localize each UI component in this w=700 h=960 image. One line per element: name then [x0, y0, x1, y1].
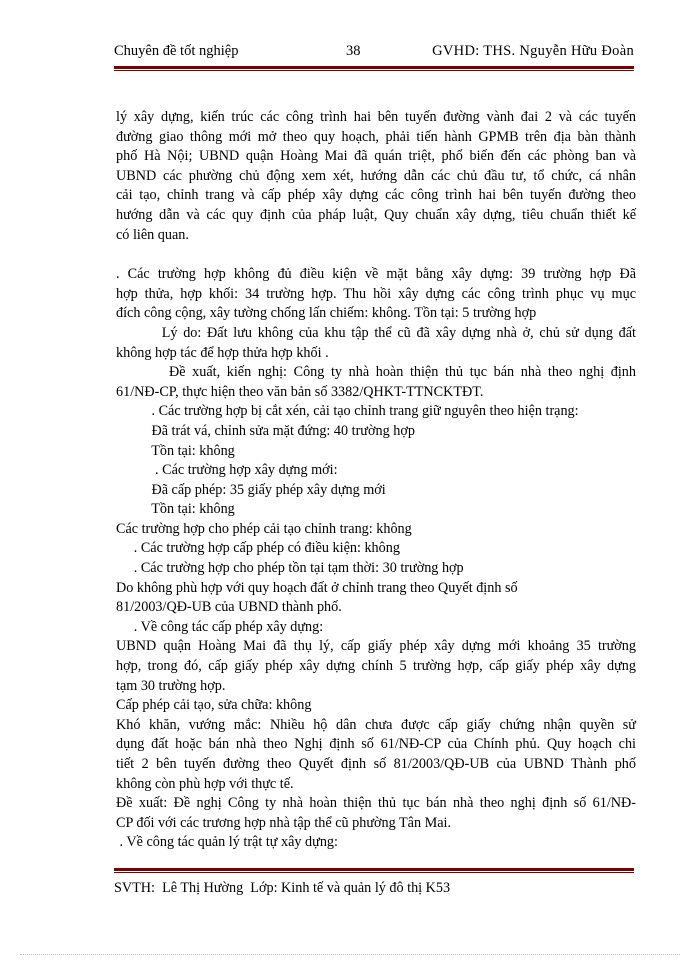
document-body	[116, 108, 636, 853]
footer-rule-thin	[114, 872, 634, 873]
text-line: CP đối với các trương hợp nhà tập thể cũ phường Tân Mai.	[116, 814, 451, 831]
header-rule-thin	[114, 70, 634, 71]
text-line: cải tạo, chỉnh trang và cấp phép xây dựng các công trình hai bên tuyến đường theo	[116, 187, 636, 204]
text-line: UBND các phường chủ động xem xét, hướng dẫn các chủ đầu tư, tổ chức, cá nhân	[116, 167, 636, 184]
page-number: 38	[346, 43, 361, 59]
text-line: Đã trát vá, chỉnh sửa mặt đứng: 40 trường hợp	[116, 422, 415, 439]
text-line: Do không phù hợp với quy hoạch đất ở chỉnh trang theo Quyết định số	[116, 579, 518, 596]
text-line: . Các trường hợp bị cắt xén, cải tạo chỉnh trang giữ nguyên theo hiện trạng:	[116, 403, 579, 420]
text-line: . Về công tác quản lý trật tự xây dựng:	[116, 834, 338, 851]
text-line: . Các trường hợp cho phép tồn tại tạm thời: 30 trường hợp	[116, 560, 464, 577]
text-line: hợp thửa, hợp khối: 34 trường hợp. Thu hồi xây dựng các công trình phục vụ mục	[116, 285, 636, 302]
text-line: 61/NĐ-CP, thực hiện theo văn bản số 3382/QHKT-TTNCKTĐT.	[116, 383, 484, 400]
text-line: . Về công tác cấp phép xây dựng:	[116, 618, 324, 635]
page-footer: SVTH: Lê Thị Hường Lớp: Kinh tế và quản lý đô thị K53	[114, 880, 451, 896]
text-line: hướng dẫn và các quy định của pháp luật, Quy chuẩn xây dựng, tiêu chuẩn thiết kế	[116, 206, 636, 223]
page-boundary-divider	[20, 954, 680, 955]
text-line: . Các trường hợp không đủ điều kiện về mặt bằng xây dựng: 39 trường hợp Đã	[116, 266, 636, 283]
text-line: . Các trường hợp xây dựng mới:	[116, 462, 338, 479]
text-line: phố Hà Nội; UBND quận Hoàng Mai đã quán triệt, phổ biến đến các phòng ban và	[116, 148, 636, 165]
text-line: Lý do: Đất lưu không của khu tập thể cũ đã xây dựng nhà ở, chủ sử dụng đất	[116, 324, 636, 341]
text-line: Đề xuất: Đề nghị Công ty nhà hoàn thiện thủ tục bán nhà theo nghị định số 61/NĐ-	[116, 795, 636, 812]
text-line: không hợp tác để hợp thửa hợp khối .	[116, 344, 329, 361]
text-line: dụng đất hoặc bán nhà theo Nghị định số 61/NĐ-CP của Chính phủ. Quy hoạch chi	[116, 736, 636, 753]
text-line: Cấp phép cải tạo, sửa chữa: không	[116, 697, 312, 714]
text-line: tạm 30 trường hợp.	[116, 677, 226, 694]
header-rule-thick	[114, 66, 634, 69]
text-line: tiết 2 bên tuyến đường theo Quyết định số 81/2003/QĐ-UB của UBND Thành phố	[116, 756, 636, 772]
header-title: Chuyên đề tốt nghiệp	[114, 43, 239, 59]
page-header	[114, 40, 634, 64]
text-line: Đã cấp phép: 35 giấy phép xây dựng mới	[116, 481, 386, 498]
text-line: Khó khăn, vướng mắc: Nhiều hộ dân chưa được cấp giấy chứng nhận quyền sử	[116, 716, 636, 733]
footer-rule-thick	[114, 868, 634, 871]
text-line: có liên quan.	[116, 226, 189, 243]
text-line: đường giao thông mới mở theo quy hoạch, phải tiến hành GPMB trên địa bàn thành	[116, 128, 636, 145]
text-line: đích công cộng, xây tường chống lấn chiếm: không. Tồn tại: 5 trường hợp	[116, 305, 537, 322]
header-supervisor: GVHD: THS. Nguyễn Hữu Đoàn	[432, 43, 634, 59]
text-line: lý xây dựng, kiến trúc các công trình hai bên tuyến đường vành đai 2 và các tuyến	[116, 109, 636, 125]
text-line: UBND quận Hoàng Mai đã thụ lý, cấp giấy phép xây dựng mới khoảng 35 trường	[116, 638, 636, 655]
text-line: . Các trường hợp cấp phép có điều kiện: không	[116, 540, 400, 557]
text-line: Tồn tại: không	[116, 501, 235, 518]
text-line: Các trường hợp cho phép cải tạo chỉnh trang: không	[116, 520, 412, 537]
text-line: không còn phù hợp với thực tế.	[116, 775, 294, 792]
text-line: Tồn tại: không	[116, 442, 235, 459]
text-line: Đề xuất, kiến nghị: Công ty nhà hoàn thiện thủ tục bán nhà theo nghị định	[116, 364, 636, 381]
text-line: 81/2003/QĐ-UB của UBND thành phố.	[116, 599, 342, 616]
text-line: hợp, trong đó, cấp giấy phép xây dựng chính 5 trường hợp, cấp giấy phép xây dựng	[116, 658, 636, 675]
